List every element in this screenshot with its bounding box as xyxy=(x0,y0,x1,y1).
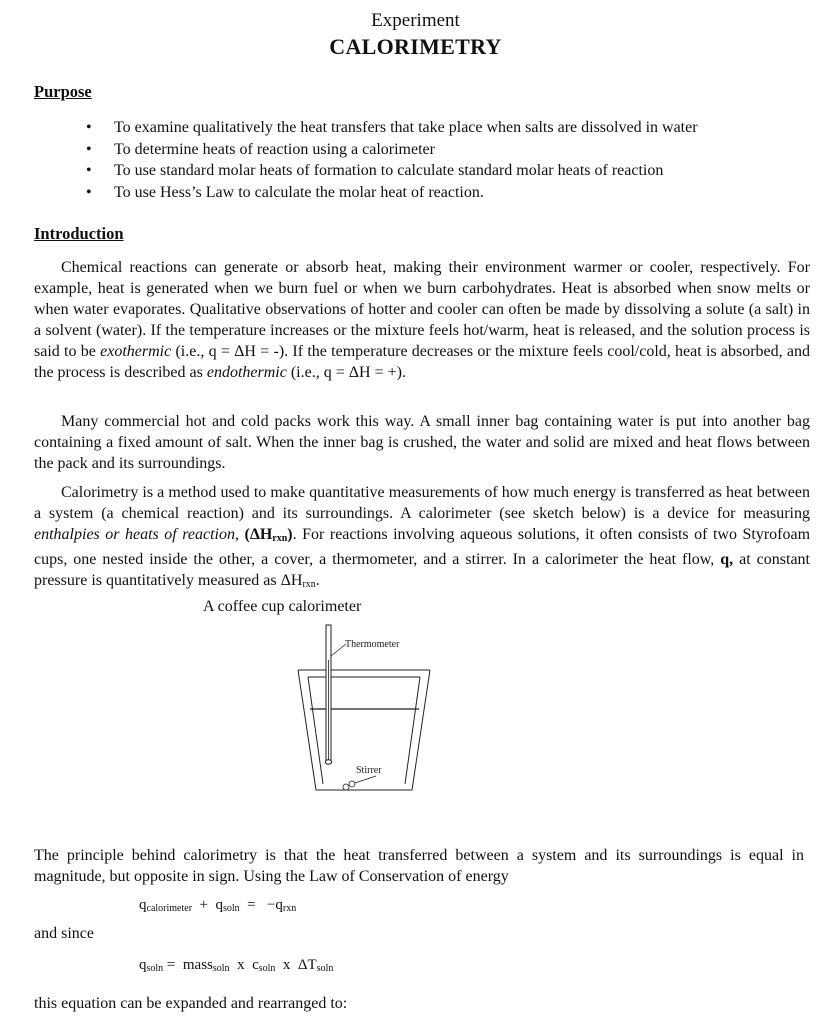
p3-text-a: Calorimetry is a method used to make quantitative measurements of how much energy is transferred as heat between a system (a chemical reaction) and its surroundings. A calorimeter (see sketch below) is a device for measuring xyxy=(34,484,810,522)
list-item: • To determine heats of reaction using a calorimeter xyxy=(86,139,698,161)
thermometer-bulb xyxy=(325,760,331,764)
and-since-text: and since xyxy=(34,925,94,942)
q-symbol: q, xyxy=(720,551,734,568)
p1-text-b: (i.e., q = ΔH = -). If the temperature decreases or the mixture feels cool/cold, heat is absorbed, and the process is described as xyxy=(34,343,811,381)
rxn-subscript: rxn xyxy=(302,579,316,590)
purpose-heading: Purpose xyxy=(34,82,92,101)
purpose-list xyxy=(86,117,698,203)
p1-text-a: Chemical reactions can generate or absorb heat, making their environment warmer or cooler, respectively. For example, heat is generated when we burn fuel or when we burn carbohydrates. Heat is absorbed when snow melts or when water evaporates. Qualitative observations of hotter and cooler can often be made by dissolving a solute (a salt) in a solvent (water). If the temperature increases or the mixture feels hot/warm, heat is released, and the solution process is said to be xyxy=(34,259,810,360)
thermometer-label: Thermometer xyxy=(345,639,400,650)
stirrer-label: Stirrer xyxy=(356,765,382,776)
principle-paragraph: The principle behind calorimetry is that the heat transferred between a system and its surroundings is equal in magnitude, but opposite in sign. Using the Law of Conservation of energy xyxy=(34,847,804,885)
heat-solution-equation: $q_{soln}$ = mass$_{soln}$ x $c_{soln}$ x $\Delta T_{soln}$ xyxy=(139,957,334,974)
heat-balance-equation: $q_{calorimeter} + q_{soln}$ = $-q_{rxn}$ xyxy=(139,897,297,914)
p1-text-c: (i.e., q = ΔH = +). xyxy=(286,364,406,381)
stirrer-rod xyxy=(355,776,376,783)
inner-cup-left xyxy=(308,677,323,784)
list-item: • To use Hess’s Law to calculate the molar heat of reaction. xyxy=(86,182,698,204)
inner-cup-right xyxy=(405,677,420,784)
stirrer-loop xyxy=(343,784,349,790)
intro-paragraph-2 xyxy=(34,411,810,474)
intro-paragraph-1 xyxy=(34,257,810,383)
document-title: CALORIMETRY xyxy=(329,34,502,59)
introduction-heading: Introduction xyxy=(34,224,124,243)
figure-caption: A coffee cup calorimeter xyxy=(203,598,362,615)
thermometer-pointer xyxy=(331,644,346,656)
dh-rxn-symbol: $(\Delta H_{rxn})$ xyxy=(244,526,293,544)
p3-italic: enthalpies or heats of reaction xyxy=(34,526,235,543)
list-item: • To use standard molar heats of formation to calculate standard molar heats of reaction xyxy=(86,160,698,182)
calorimeter-diagram xyxy=(290,620,440,800)
exothermic-term: exothermic xyxy=(100,343,172,360)
list-item: • To examine qualitatively the heat transfers that take place when salts are dissolved in water xyxy=(86,117,698,139)
closing-text: this equation can be expanded and rearranged to: xyxy=(34,995,348,1012)
p3-text-b: , xyxy=(234,526,245,543)
experiment-label: Experiment xyxy=(371,10,460,31)
stirrer-loop xyxy=(349,781,355,787)
cup-right-wall xyxy=(412,670,430,790)
p3-text-e: . xyxy=(315,572,320,589)
cup-left-wall xyxy=(298,670,316,790)
p3-text-d: at constant pressure is quantitatively measured as ΔH xyxy=(34,551,811,589)
p2-text: Many commercial hot and cold packs work this way. A small inner bag containing water is put into another bag containing a fixed amount of salt. When the inner bag is crushed, the water and solid are mixed and heat flows between the pack and its surroundings. xyxy=(34,413,810,472)
endothermic-term: endothermic xyxy=(206,364,287,381)
intro-paragraph-3 xyxy=(34,482,810,595)
p3-text-c: . For reactions involving aqueous solutions, it often consists of two Styrofoam cups, one nested inside the other, a cover, a thermometer, and a stirrer. In a calorimeter the heat flow, xyxy=(34,526,811,568)
